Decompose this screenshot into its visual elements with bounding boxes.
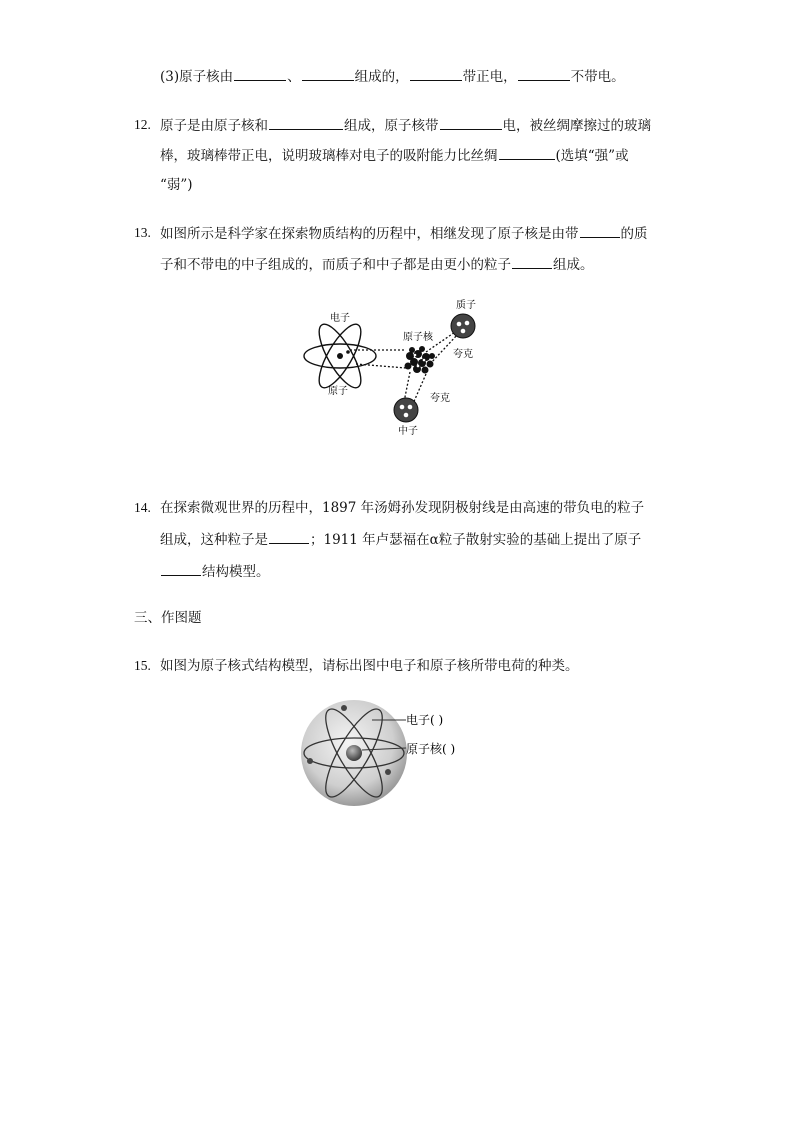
q13-blank-2[interactable]	[512, 254, 552, 269]
nucleus	[346, 745, 362, 761]
q12-text-1a: 原子是由原子核和	[160, 118, 268, 134]
nucleus-cluster	[405, 346, 436, 374]
q12-text-1b: 组成，原子核带	[344, 118, 439, 134]
nuclear-atom-model-figure	[296, 698, 506, 808]
q11-end: 不带电。	[570, 69, 625, 85]
q14-text-1: 在探索微观世界的历程中，1897 年汤姆孙发现阴极射线是由高速的带负电的粒子	[160, 500, 645, 516]
q14-line-3	[160, 561, 270, 582]
q15-number: 15.	[134, 658, 151, 673]
q11-blank-1[interactable]	[234, 66, 286, 81]
q12-line-3	[160, 175, 193, 195]
q12-line-2	[160, 145, 629, 166]
q11-blank-4[interactable]	[518, 66, 570, 81]
q14-number: 14.	[134, 500, 151, 515]
q12-number: 12.	[134, 117, 151, 132]
q14-text-2a: 组成，这种粒子是	[160, 532, 268, 548]
q12-text-3: “弱”)	[160, 177, 193, 193]
q13-text-1b: 的质	[620, 226, 648, 242]
q11-part3-prefix: (3)原子核由	[160, 69, 234, 85]
electron-label: 电子( )	[406, 713, 444, 727]
q13-text-1a: 如图所示是科学家在探索物质结构的历程中，相继发现了原子核是由带	[160, 226, 579, 242]
q13-number: 13.	[134, 225, 151, 240]
q12-text-2a: 棒，玻璃棒带正电，说明玻璃棒对电子的吸附能力比丝绸	[160, 148, 498, 164]
q14-text-2b: ；1911 年卢瑟福在α粒子散射实验的基础上提出了原子	[310, 532, 642, 548]
q13-line-1	[160, 223, 648, 244]
label-quark-1: 夸克	[453, 349, 473, 360]
atom-electron-dot	[346, 350, 350, 354]
label-proton: 质子	[456, 300, 476, 311]
neutron-circle	[394, 398, 418, 422]
q12-blank-3[interactable]	[499, 145, 555, 160]
q13-text-2a: 子和不带电的中子组成的，而质子和中子都是由更小的粒子	[160, 257, 511, 273]
q12-blank-2[interactable]	[440, 115, 502, 130]
q14-line-1	[160, 498, 644, 518]
q14-blank-1[interactable]	[269, 529, 309, 544]
atom-structure-figure	[298, 294, 488, 444]
label-electron: 电子	[330, 313, 350, 324]
q13-line-2	[160, 254, 594, 275]
q11-mid1: 组成的，	[354, 69, 409, 85]
section-3-title: 三、作图题	[134, 610, 202, 626]
q14-line-2	[160, 529, 641, 550]
label-quark-2: 夸克	[430, 393, 450, 404]
label-nucleus: 原子核	[403, 332, 433, 343]
label-atom: 原子	[328, 386, 348, 397]
q11-sep: 、	[287, 69, 301, 85]
label-neutron: 中子	[398, 426, 418, 437]
q11-blank-3[interactable]	[410, 66, 462, 81]
q11-mid2: 带正电，	[462, 69, 517, 85]
q11-part3-line	[160, 66, 625, 87]
q15-text-1: 如图为原子核式结构模型，请标出图中电子和原子核所带电荷的种类。	[160, 658, 579, 674]
atom-center-dot	[337, 353, 343, 359]
proton-circle	[451, 314, 475, 338]
q12-text-2b: (选填“强”或	[555, 148, 629, 164]
q11-blank-2[interactable]	[302, 66, 354, 81]
q14-text-3: 结构模型。	[202, 564, 270, 580]
q13-blank-1[interactable]	[580, 223, 620, 238]
q15-line-1	[160, 656, 579, 676]
q14-blank-2[interactable]	[161, 561, 201, 576]
q12-text-1c: 电，被丝绸摩擦过的玻璃	[502, 118, 651, 134]
q12-line-1	[160, 115, 651, 136]
q12-blank-1[interactable]	[269, 115, 343, 130]
nucleus-label: 原子核( )	[406, 742, 456, 756]
q13-text-2b: 组成。	[553, 257, 594, 273]
